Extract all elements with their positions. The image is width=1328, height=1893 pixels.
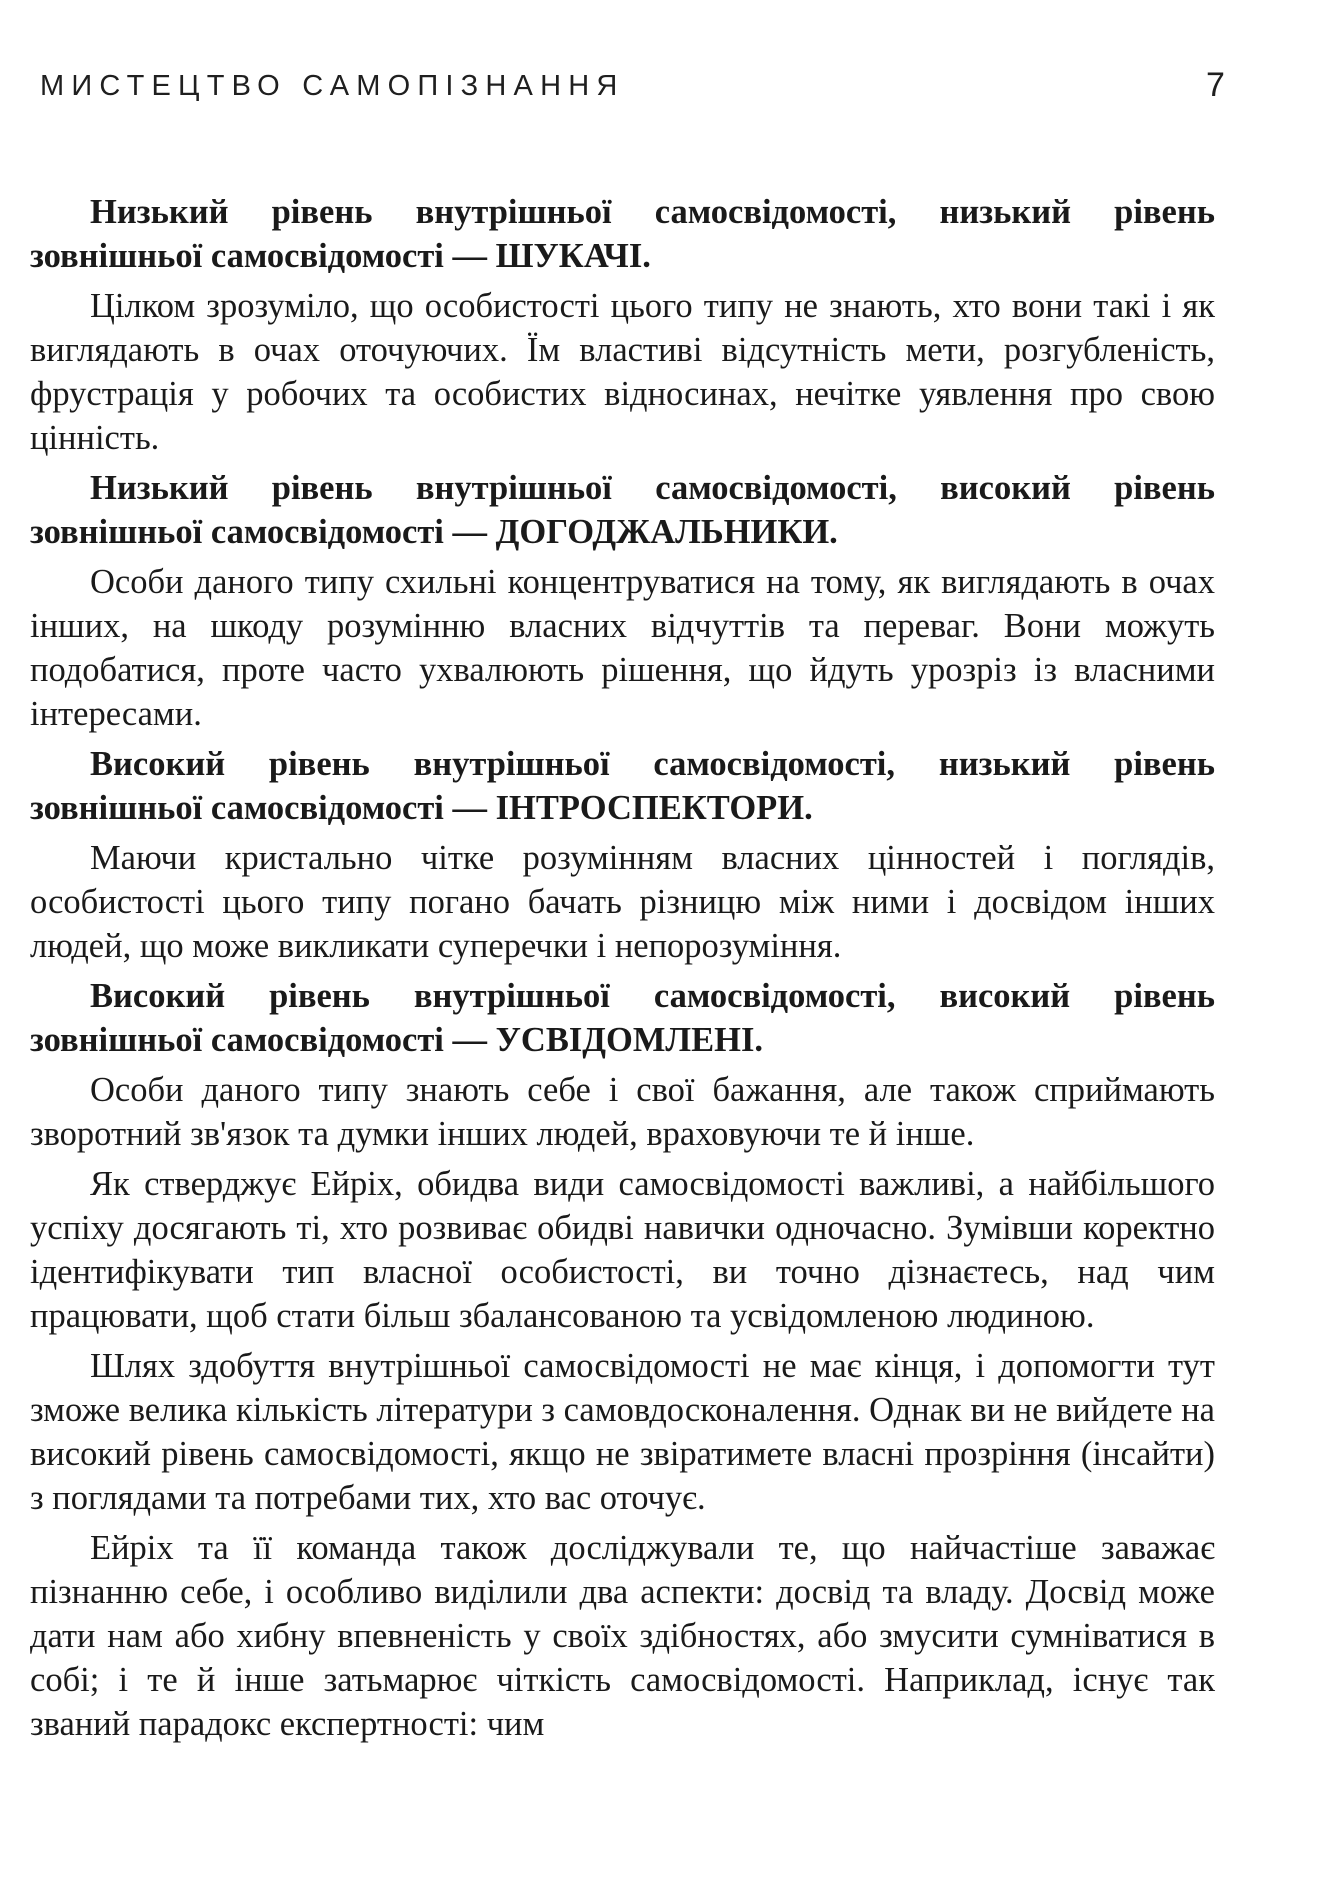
paragraph: Ейріх та її команда також досліджували те, що найчастіше заважає пізнанню себе, і особливо виділили два аспекти: досвід та владу. Досвід може дати нам або хибну впевненість у своїх здібностях, або змусити сумніватися в собі; і те й інше затьмарює чіткість самосвідомості. Наприклад, існує так званий парадокс експертності: чим <box>30 1529 1215 1743</box>
running-head: МИСТЕЦТВО САМОПІЗНАННЯ <box>40 70 625 102</box>
paragraph: Особи даного типу знають себе і свої бажання, але також сприймають зворотний зв'язок та думки інших людей, враховуючи те й інше. <box>30 1071 1215 1153</box>
type-heading-aware: Високий рівень внутрішньої самосвідомості, високий рівень зовнішньої самосвідомості — УСВІДОМЛЕНІ. <box>30 977 1215 1059</box>
paragraph: Шлях здобуття внутрішньої самосвідомості не має кінця, і допомогти тут зможе велика кількість літератури з самовдосконалення. Однак ви не вийдете на високий рівень самосвідомості, якщо не звіратимете власні прозріння (інсайти) з поглядами та потребами тих, хто вас оточує. <box>30 1347 1215 1517</box>
type-heading-pleasers: Низький рівень внутрішньої самосвідомості, високий рівень зовнішньої самосвідомості — ДОГОДЖАЛЬНИКИ. <box>30 469 1215 551</box>
type-heading-introspectors: Високий рівень внутрішньої самосвідомості, низький рівень зовнішньої самосвідомості — ІНТРОСПЕКТОРИ. <box>30 745 1215 827</box>
type-heading-seekers: Низький рівень внутрішньої самосвідомості, низький рівень зовнішньої самосвідомості — ШУКАЧІ. <box>30 193 1215 275</box>
page-number: 7 <box>1206 66 1225 104</box>
paragraph: Цілком зрозуміло, що особистості цього типу не знають, хто вони такі і як виглядають в очах оточуючих. Їм властиві відсутність мети, розгубленість, фрустрація у робочих та особистих відносинах, нечітке уявлення про свою цінність. <box>30 287 1215 457</box>
body-text <box>30 190 1215 1746</box>
paragraph: Як стверджує Ейріх, обидва види самосвідомості важливі, а найбільшого успіху досягають ті, хто розвиває обидві навички одночасно. Зумівши коректно ідентифікувати тип власної особистості, ви точно дізнаєтесь, над чим працювати, щоб стати більш збалансованою та усвідомленою людиною. <box>30 1165 1215 1335</box>
paragraph: Маючи кристально чітке розумінням власних цінностей і поглядів, особистості цього типу погано бачать різницю між ними і досвідом інших людей, що може викликати суперечки і непорозуміння. <box>30 839 1215 965</box>
paragraph: Особи даного типу схильні концентруватися на тому, як виглядають в очах інших, на шкоду розумінню власних відчуттів та переваг. Вони можуть подобатися, проте часто ухвалюють рішення, що йдуть урозріз із власними інтересами. <box>30 563 1215 733</box>
